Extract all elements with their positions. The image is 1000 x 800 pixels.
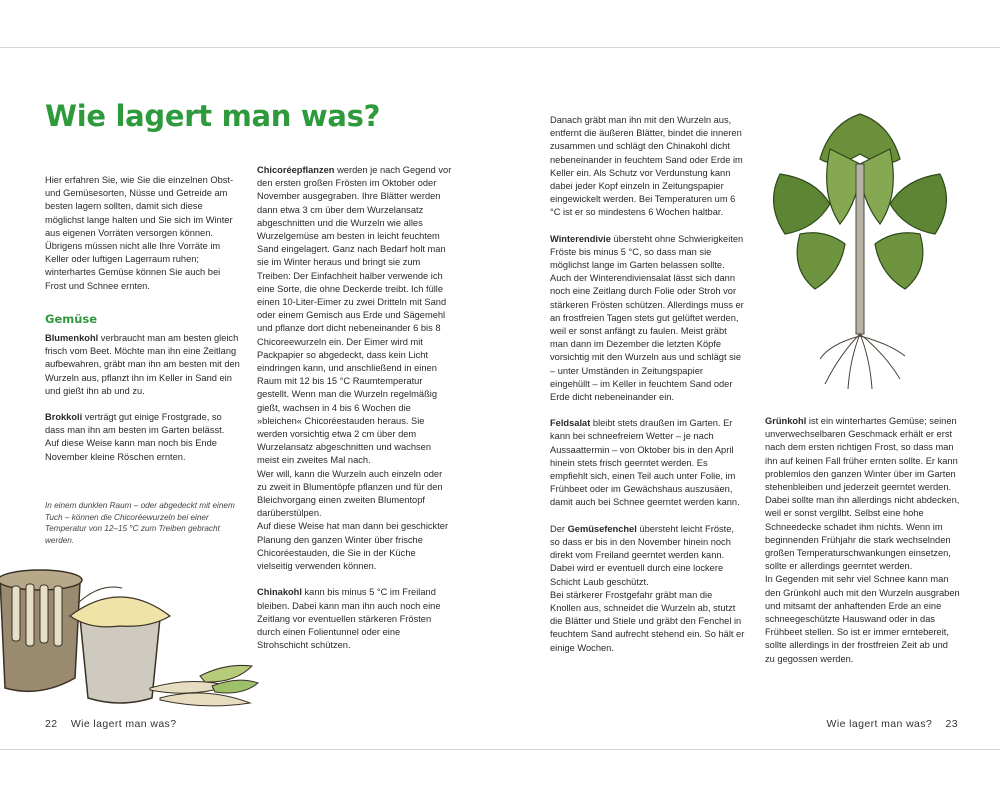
footer-right	[827, 718, 958, 730]
paragraph-text: verträgt gut einige Frostgrade, so dass man ihn am besten im Garten belässt. Auf diese Weise kann man noch bis Ende November kleine Röschen ernten.	[45, 412, 225, 462]
page-title: Wie lagert man was?	[45, 99, 381, 133]
paragraph-term: Brokkoli	[45, 412, 83, 423]
section-heading: Gemüse	[45, 311, 98, 326]
paragraph-term: Feldsalat	[550, 418, 591, 429]
paragraph	[257, 468, 452, 521]
paragraph-text: kann bis minus 5 °C im Freiland bleiben. Dabei kann man ihn auch noch eine Zeitlang vor eventuellen stärkeren Frösten durch einen Folientunnel oder eine Strohschicht schützen.	[257, 587, 441, 651]
paragraph-text: Auf diese Weise hat man dann bei geschickter Planung den ganzen Winter über frische Chicoréestauden, die Sie in der Küche vielseitig verwenden können.	[257, 521, 449, 572]
paragraph-text: ist ein winterhartes Gemüse; seinen unverwechselbaren Geschmack erhält er erst nach dem ersten richtigen Frost, so dass man ihn auf keinen Fall früher ernten sollte. Er kann problemlos den ganzen Winter über im Garten stehenbleiben und jederzeit geerntet werden. Dabei sollte man ihn allerdings nicht abdecken, weil er sonst vergilbt. Selbst eine hohe Schneedecke schadet ihm nichts. Wenn im beginnenden Frühjahr die stark wechselnden großen Temperaturschwankungen einsetzen, sollte er allerdings geerntet werden.	[765, 416, 960, 572]
page-number-left: 22	[45, 718, 58, 730]
kale-illustration	[760, 104, 960, 389]
intro-paragraph: Hier erfahren Sie, wie Sie die einzelnen Obst- und Gemüsesorten, Nüsse und Getreide am besten lagern sollten, damit sich diese möglichst lange halten und Sie sich im Winter aus eigenen Vorräten versorgen können. Übrigens müssen nicht alle Ihre Vorräte im Keller oder luftigen Lagerraum ruhen; winterhartes Gemüse können Sie auch bei Frost und Schnee ernten.	[45, 175, 234, 291]
paragraph-term: Chicoréepflanzen	[257, 165, 335, 175]
paragraph	[257, 586, 452, 652]
paragraph-text: verbraucht man am besten gleich frisch vom Beet. Möchte man ihn eine Zeitlang aufbewahren, gräbt man ihn am besten mit den Wurzeln aus, pflanzt ihn im Keller in Sand ein und gießt ihn ab und zu.	[45, 333, 240, 396]
column-1	[45, 174, 240, 477]
paragraph-text: In Gegenden mit sehr viel Schnee kann man den Grünkohl auch mit den Wurzeln ausgraben und mitsamt der anhaftenden Erde an eine schneegeschützte Hauswand oder in das Frühbeet stellen. So ist er immer erntebereit, sollte allerdings in der frostfreien Zeit ab und zu gegossen werden.	[765, 574, 960, 664]
paragraph-term: Gemüsefenchel	[567, 523, 637, 534]
illustration-caption: In einem dunklen Raum – oder abgedeckt mit einem Tuch – können die Chicoréewurzeln bei einer Temperatur von 12–15 °C zum Treiben gebracht werden.	[45, 501, 235, 545]
paragraph	[765, 415, 960, 573]
paragraph-text: bleibt stets draußen im Garten. Er kann bei schneefreiem Wetter – je nach Aussaattermin – von Oktober bis in den April hinein stets frisch geerntet werden. Es empfiehlt sich, einen Teil auch unter Folie, im Frühbeet oder im Gewächshaus auszusäen, damit auch bei Schnee geerntet werden kann.	[550, 418, 740, 508]
paragraph-term: Chinakohl	[257, 587, 302, 598]
page-number-right: 23	[945, 718, 958, 730]
paragraph	[257, 164, 452, 468]
paragraph	[550, 233, 745, 405]
paragraph	[550, 589, 745, 655]
column-3-entries	[550, 114, 745, 655]
paragraph-text: Wer will, kann die Wurzeln auch einzeln oder zu zweit in Blumentöpfe pflanzen und für den Bleichvorgang einen zweiten Blumentopf darüberstülpen.	[257, 468, 443, 519]
paragraph	[550, 417, 745, 509]
paragraph-text: Bei stärkerer Frostgefahr gräbt man die Knollen aus, schneidet die Wurzeln ab, stutzt die Blätter und Stiele und gräbt den Fenchel in feuchtem Sand aufrecht stehend ein. So hält er einige Wochen.	[550, 589, 745, 653]
paragraph	[45, 411, 240, 464]
column-2-entries	[257, 164, 452, 652]
paragraph	[765, 573, 960, 665]
paragraph-text: werden je nach Gegend vor den ersten großen Frösten im Oktober oder November ausgegraben. Ihre Blätter werden dann etwa 3 cm über dem Wurzelansatz abgeschnitten und die Wurzeln wie alles Wurzelgemüse am besten in leicht feuchtem Sand eingelagert. Ganz nach Bedarf holt man sie im Winter heraus und bringt sie zum Treiben: Der Einfachheit halber verwende ich eine Sorte, die ohne Deckerde treibt. Ich fülle einen 10-Liter-Eimer zu zwei Dritteln mit Sand oder einem Gemisch aus Erde und Sägemehl und pflanze dort dicht nebeneinander 6 bis 8 Chicoreewurzeln ein. Der Eimer wird mit Packpapier so abgedeckt, dass kein Licht eindringen kann, und anschließend in einen Raum mit 12 bis 15 °C Raumtemperatur gestellt. Wenn man die Wurzeln regelmäßig gießt, wachsen in 4 bis 6 Wochen die »bleichen« Chicoréestauden heraus. Sie werden vorsichtig etwa 2 cm über dem Wurzelansatz abgeschnitten und wachsen meist ein zweites Mal nach.	[257, 165, 452, 466]
column-2	[257, 164, 452, 665]
paragraph	[257, 520, 452, 573]
footer-left	[45, 718, 176, 730]
paragraph-term: Grünkohl	[765, 416, 807, 426]
paragraph-term: Winterendivie	[550, 233, 611, 244]
paragraph	[45, 332, 240, 398]
paragraph-prefix: Der	[550, 523, 568, 534]
book-spread	[0, 47, 1000, 750]
paragraph-term: Blumenkohl	[45, 333, 99, 344]
paragraph	[550, 523, 745, 589]
column-4	[765, 415, 960, 679]
paragraph	[550, 114, 745, 220]
column-4-entries	[765, 415, 960, 666]
running-title-right: Wie lagert man was?	[826, 718, 933, 730]
column-1-entries	[45, 332, 240, 464]
running-title-left: Wie lagert man was?	[70, 718, 177, 730]
paragraph-text: übersteht leicht Fröste, so dass er bis in den November hinein noch direkt vom Freiland geerntet werden kann. Dabei wird er eventuell durch eine lockere Schicht Laub geschützt.	[550, 523, 734, 587]
column-3	[550, 114, 745, 668]
chicory-bucket-illustration	[0, 558, 260, 708]
paragraph-text: Danach gräbt man ihn mit den Wurzeln aus, entfernt die äußeren Blätter, bindet die inneren zusammen und schlägt den Chinakohl dicht nebeneinander in feuchtem Sand oder Erde im Keller ein. Als Schutz vor Verdunstung kann dabei jeder Kopf einzeln in Zeitungspapier eingewickelt werden. Bei Temperaturen um 6 °C ist er so mindestens 6 Wochen haltbar.	[550, 115, 743, 218]
paragraph-text: übersteht ohne Schwierigkeiten Fröste bis minus 5 °C, so dass man sie möglichst lange im Garten belassen sollte. Auch der Winterendiviensalat lässt sich dann noch eine Zeitlang durch Folie oder Stroh vor stärkeren Frösten schützen. Allerdings muss er an frostfreien Tagen stets gut gelüftet werden, weil er sonst anfängt zu faulen. Meist gräbt man dann im Dezember die letzten Köpfe vorsichtig mit den Wurzeln aus und schlägt sie – unter Umständen in Zeitungspapier eingehüllt – im Keller in feuchtem Sand oder Erde dicht nebeneinander ein.	[550, 233, 744, 403]
